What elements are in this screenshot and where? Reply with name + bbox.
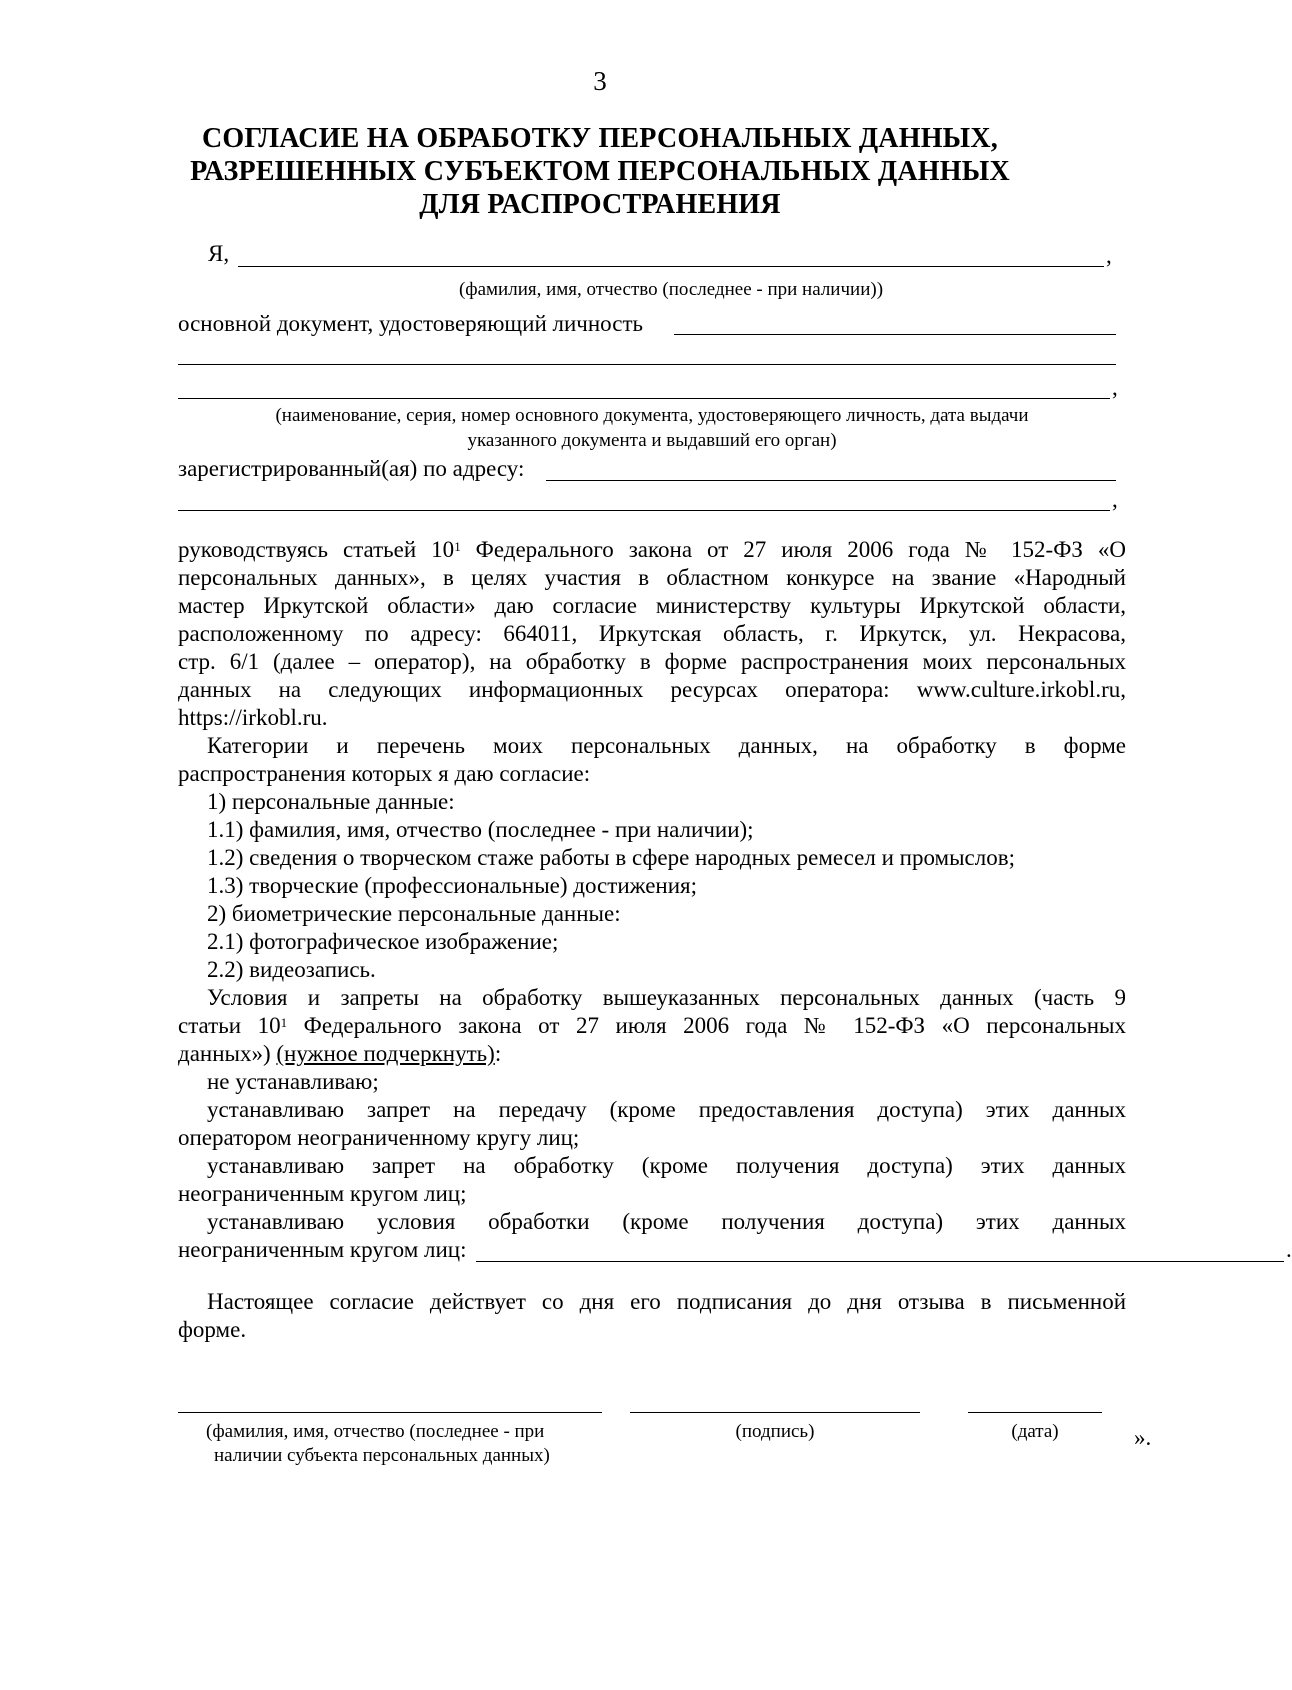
signature-caption: (подпись) — [735, 1421, 815, 1442]
option-ban-processing-line-2[interactable]: неограниченным кругом лиц; — [178, 1181, 467, 1206]
p1-line-4: расположенному по адресу: 664011, Иркутская область, г. Иркутск, ул. Некрасова, — [178, 621, 1126, 646]
document-caption-line-2: указанного документа и выдавший его орган) — [467, 430, 837, 451]
option-not-set[interactable]: не устанавливаю; — [207, 1069, 379, 1094]
address-label: зарегистрированный(ая) по адресу: — [178, 456, 525, 481]
list-item: 1.1) фамилия, имя, отчество (последнее - при наличии); — [207, 817, 754, 842]
validity-paragraph — [178, 1288, 1126, 1344]
document-comma: , — [1112, 375, 1118, 400]
document-title — [0, 122, 1200, 221]
validity-line-2: форме. — [178, 1317, 247, 1342]
signature-fio-caption-line-1: (фамилия, имя, отчество (последнее - при — [206, 1421, 545, 1442]
title-line-1: СОГЛАСИЕ НА ОБРАБОТКУ ПЕРСОНАЛЬНЫХ ДАННЫХ, — [202, 123, 998, 154]
date-caption: (дата) — [1011, 1421, 1059, 1442]
validity-line-1: Настоящее согласие действует со дня его подписания до дня отзыва в письменной — [207, 1289, 1126, 1314]
list-item: 2.1) фотографическое изображение; — [207, 929, 559, 954]
option-conditions-line-1[interactable]: устанавливаю условия обработки (кроме получения доступа) этих данных — [207, 1209, 1126, 1234]
conditions-line-2: статьи $10^1$ Федерального закона от 27 июля 2006 года № 152-ФЗ «О персональных — [178, 1013, 1126, 1038]
consent-paragraph — [178, 536, 1292, 1264]
p1-line-5: стр. 6/1 (далее – оператор), на обработку в форме распространения моих персональных — [178, 649, 1126, 674]
p1-line-3: мастер Иркутской области» даю согласие министерству культуры Иркутской области, — [178, 593, 1126, 618]
address-input-line-2[interactable] — [178, 510, 1110, 511]
list-item: 1.3) творческие (профессиональные) достижения; — [207, 873, 698, 898]
p1-line-7: https://irkobl.ru. — [178, 705, 328, 730]
title-line-2: РАЗРЕШЕННЫХ СУБЪЕКТОМ ПЕРСОНАЛЬНЫХ ДАННЫХ — [190, 156, 1010, 187]
signature-line[interactable] — [630, 1412, 920, 1413]
conditions-line-3: данных») (нужное подчеркнуть): — [178, 1041, 502, 1066]
document-input-line-2[interactable] — [178, 364, 1116, 365]
address-comma: , — [1112, 487, 1118, 512]
document-label: основной документ, удостоверяющий личность — [178, 311, 643, 336]
p1-line-6: данных на следующих информационных ресурсах оператора: www.culture.irkobl.ru, — [178, 677, 1126, 702]
p1-line-2: персональных данных», в целях участия в областном конкурсе на звание «Народный — [178, 565, 1126, 590]
title-line-3: ДЛЯ РАСПРОСТРАНЕНИЯ — [419, 189, 781, 220]
document-input-line-3[interactable] — [178, 398, 1110, 399]
conditions-input-line[interactable] — [476, 1261, 1284, 1262]
categories-line-1: Категории и перечень моих персональных данных, на обработку в форме — [207, 733, 1126, 758]
fio-input-line[interactable] — [238, 266, 1104, 267]
fio-comma: , — [1106, 243, 1112, 268]
page-number: 3 — [593, 66, 607, 96]
address-input-line-1[interactable] — [546, 480, 1116, 481]
list-item: 1) персональные данные: — [207, 789, 455, 814]
fio-caption: (фамилия, имя, отчество (последнее - при наличии)) — [458, 279, 884, 300]
document-input-line-1[interactable] — [674, 334, 1116, 335]
list-item: 1.2) сведения о творческом стаже работы в сфере народных ремесел и промыслов; — [207, 845, 1015, 870]
option-ban-transfer-line-2[interactable]: оператором неограниченному кругу лиц; — [178, 1125, 580, 1150]
signature-fio-line[interactable] — [178, 1412, 602, 1413]
document-caption-line-1: (наименование, серия, номер основного документа, удостоверяющего личность, дата выдачи — [275, 405, 1029, 426]
p1-line-1: руководствуясь статьей $10^1$ Федерального закона от 27 июля 2006 года № 152-ФЗ «О — [178, 537, 1126, 562]
ya-label: Я, — [208, 241, 230, 266]
conditions-line-1: Условия и запреты на обработку вышеуказанных персональных данных (часть 9 — [207, 985, 1126, 1010]
closing-quote: ». — [1134, 1425, 1152, 1450]
categories-line-2: распространения которых я даю согласие: — [178, 761, 591, 786]
signature-date-line[interactable] — [968, 1412, 1102, 1413]
option-conditions-line-2: неограниченным кругом лиц: . — [178, 1237, 1292, 1262]
list-item: 2) биометрические персональные данные: — [207, 901, 621, 926]
option-ban-transfer-line-1[interactable]: устанавливаю запрет на передачу (кроме предоставления доступа) этих данных — [207, 1097, 1126, 1122]
option-ban-processing-line-1[interactable]: устанавливаю запрет на обработку (кроме получения доступа) этих данных — [207, 1153, 1126, 1178]
list-item: 2.2) видеозапись. — [207, 957, 376, 982]
signature-fio-caption-line-2: наличии субъекта персональных данных) — [214, 1445, 550, 1466]
